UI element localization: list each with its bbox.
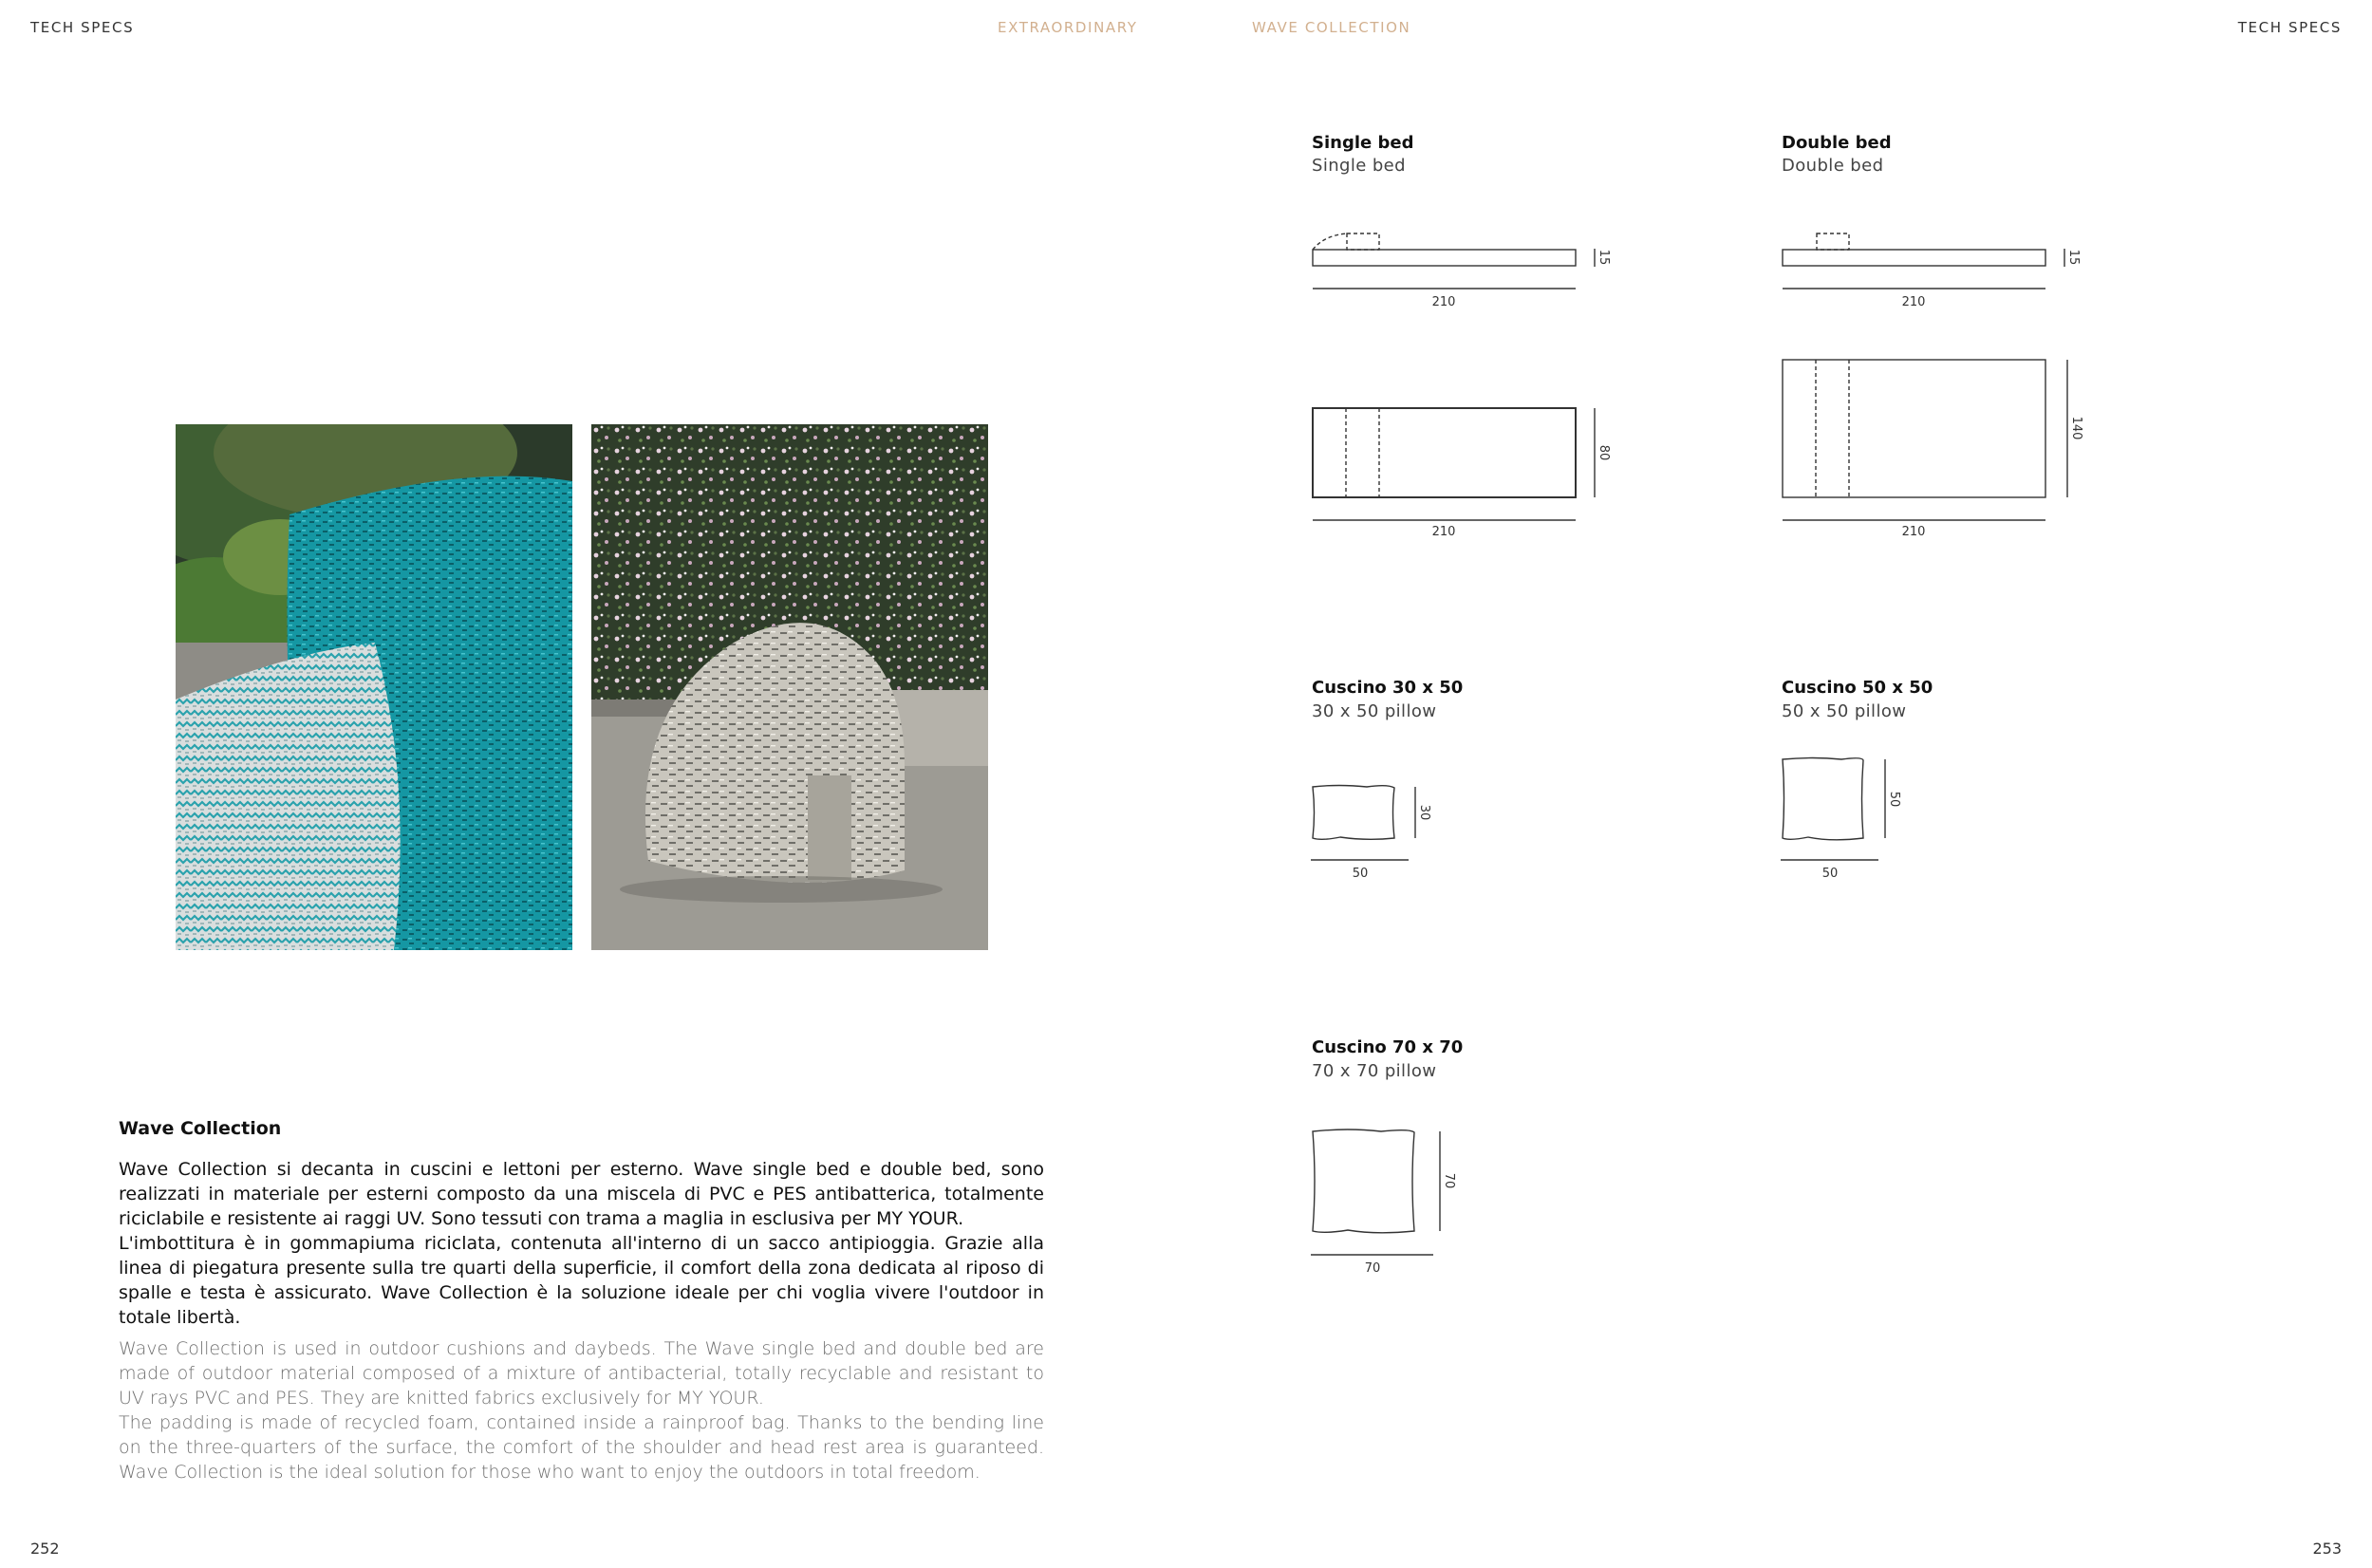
double-bed-top-depth-label: 140 [2069,416,2083,440]
pillow-50x50-width-label: 50 [1821,867,1839,881]
photo-outdoor-cushion [591,424,988,950]
pillow-70x70-drawing [1311,1129,1440,1255]
product-subtitle-pillow-50x50: 50 x 50 pillow [1782,701,1907,721]
double-bed-side-drawing [1783,233,2064,289]
header-collection-label: WAVE COLLECTION [1252,19,1411,36]
product-title-pillow-50x50: Cuscino 50 x 50 [1782,678,1933,698]
product-title-single-bed: Single bed [1312,133,1414,153]
description-english: Wave Collection is used in outdoor cushions and daybeds. The Wave single bed and double bed are made of outdoor material composed of a mixture of antibacterial, totally recyclable and resistant to UV rays PVC and PES. They are knitted fabrics exclusively for MY YOUR. The padding is made of recycled foam, contained inside a rainproof bag. Thanks to the bending line on the three-quarters of the surface, the comfort of the shoulder and head rest area is guaranteed. Wave Collection is the ideal solution for those who want to enjoy the outdoors in total freedom. [119,1338,1044,1483]
description-title: Wave Collection [119,1118,282,1139]
header-left-label: TECH SPECS [30,19,135,36]
pillow-30x50-height-label: 30 [1417,804,1431,821]
product-title-pillow-30x50: Cuscino 30 x 50 [1312,678,1464,698]
page-number-left: 252 [30,1540,60,1558]
pillow-70x70-height-label: 70 [1442,1172,1456,1189]
double-bed-side-width-label: 210 [1901,295,1926,309]
pillow-50x50-height-label: 50 [1887,791,1901,808]
product-title-pillow-70x70: Cuscino 70 x 70 [1312,1037,1464,1057]
product-subtitle-pillow-30x50: 30 x 50 pillow [1312,701,1437,721]
photo-teal-pillows [176,424,572,950]
pillow-30x50-drawing [1311,786,1415,861]
product-title-double-bed: Double bed [1782,133,1892,153]
product-subtitle-pillow-70x70: 70 x 70 pillow [1312,1061,1437,1081]
single-bed-side-height-label: 15 [1597,249,1611,266]
double-bed-top-width-label: 210 [1901,525,1926,539]
single-bed-side-drawing [1313,233,1595,289]
double-bed-side-height-label: 15 [2066,249,2081,266]
single-bed-top-drawing [1313,408,1595,520]
pillow-50x50-drawing [1781,758,1885,861]
single-bed-side-width-label: 210 [1431,295,1456,309]
product-subtitle-double-bed: Double bed [1782,156,1884,176]
description-italian: Wave Collection si decanta in cuscini e lettoni per esterno. Wave single bed e double bed, sono realizzati in materiale per esterni composto da una miscela di PVC e PES antibatterica, totalmente riciclabile e resistente ai raggi UV. Sono tessuti con trama a maglia in esclusiva per MY YOUR. L'imbottitura è in gommapiuma riciclata, contenuta all'interno di un sacco antipioggia. Grazie alla linea di piegatura presente sulla tre quarti della superficie, il comfort della zona dedicata al riposo di spalle e testa è assicurato. Wave Collection è la soluzione ideale per chi voglia vivere l'outdoor in totale libertà. [119,1159,1044,1328]
single-bed-top-width-label: 210 [1431,525,1456,539]
header-right-label: TECH SPECS [2237,19,2342,36]
product-subtitle-single-bed: Single bed [1312,156,1406,176]
pillow-70x70-width-label: 70 [1364,1261,1381,1276]
pillow-30x50-width-label: 50 [1352,867,1369,881]
single-bed-top-depth-label: 80 [1597,444,1611,461]
double-bed-top-drawing [1783,360,2067,520]
header-section-label: EXTRAORDINARY [998,19,1138,36]
page-number-right: 253 [2312,1540,2342,1558]
